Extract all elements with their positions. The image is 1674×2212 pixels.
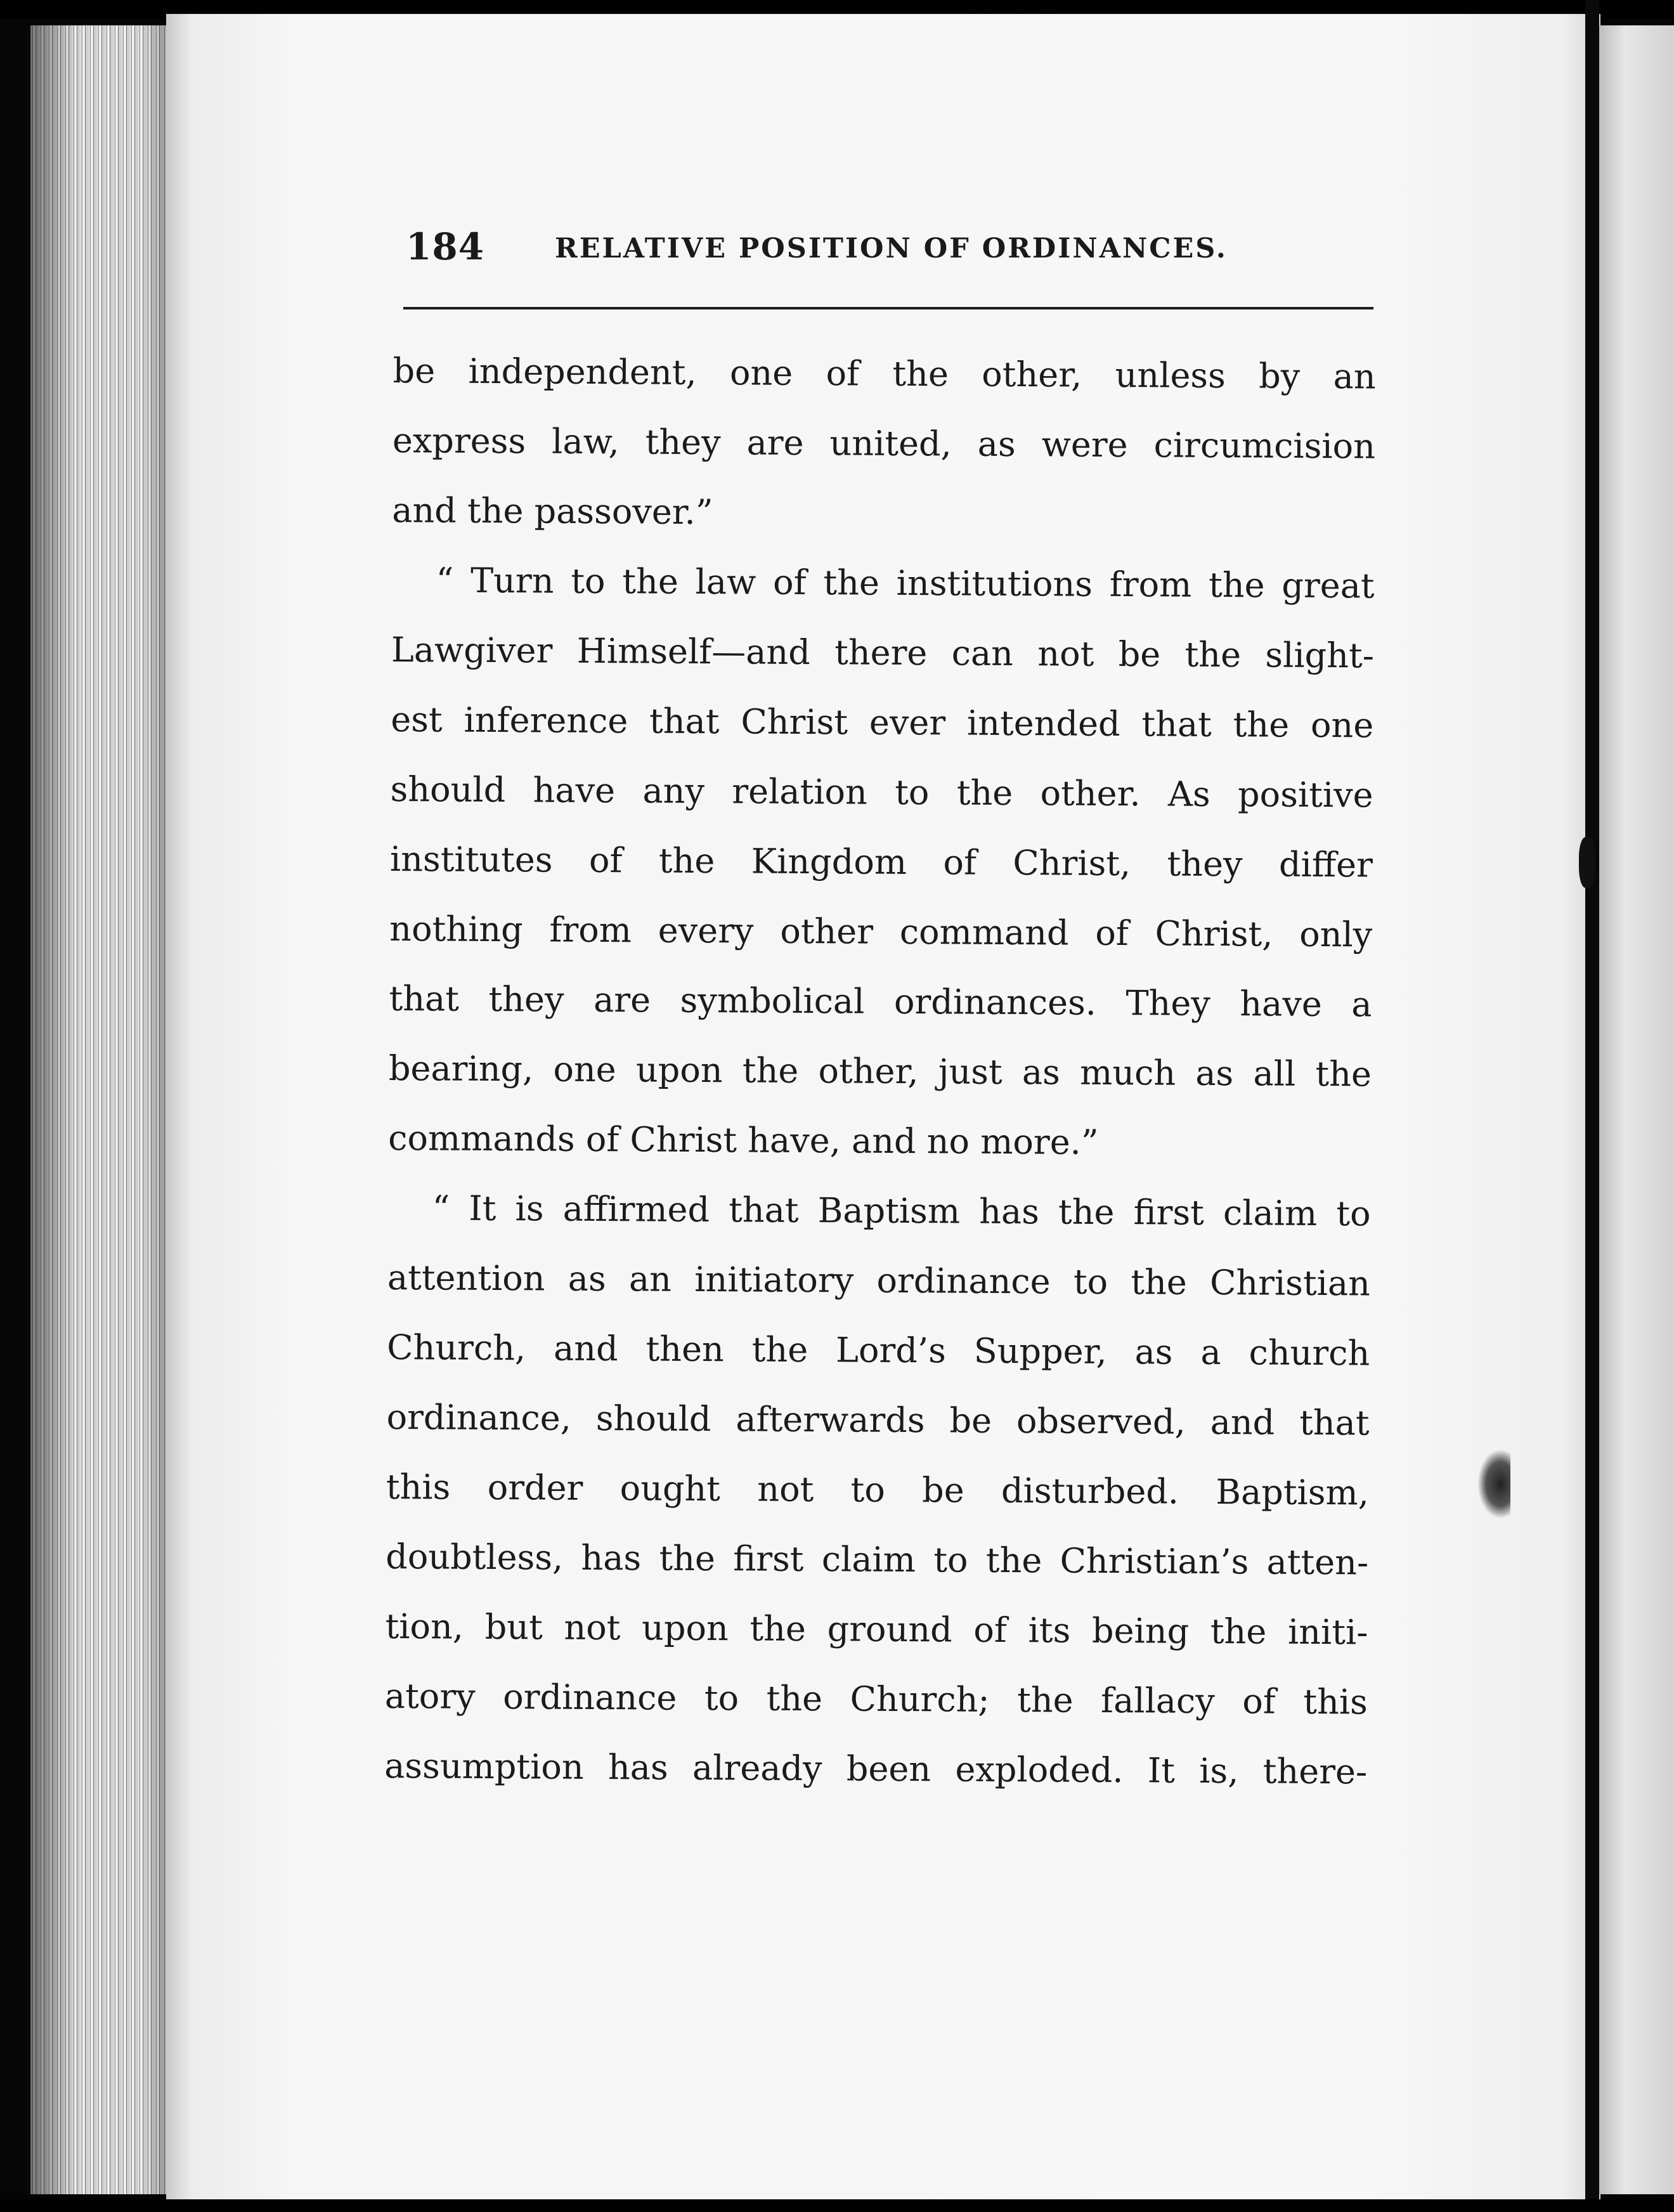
running-head-title: RELATIVE POSITION OF ORDINANCES. (555, 233, 1228, 264)
text-line: ordinance, should afterwards be observed, and that (386, 1396, 1370, 1443)
text-line: express law, they are united, as were circumcision (392, 420, 1376, 467)
text-line: this order ought not to be disturbed. Baptism, (386, 1466, 1370, 1513)
paragraph (384, 1173, 1371, 1807)
text-line: that they are symbolical ordinances. They have a (389, 978, 1372, 1025)
text-line: be independent, one of the other, unless by an (393, 350, 1376, 397)
text-line: should have any relation to the other. As positive (390, 769, 1373, 816)
paragraph (388, 545, 1375, 1179)
text-line: nothing from every other command of Christ, only (389, 908, 1373, 955)
text-line: bearing, one upon the other, just as much as all the (388, 1048, 1372, 1095)
page-number: 184 (406, 225, 485, 268)
text-line: commands of Christ have, and no more.” (388, 1117, 1099, 1162)
text-line: attention as an initiatory ordinance to the Christian (387, 1257, 1371, 1304)
text-line: doubtless, has the first claim to the Christian’s atten- (386, 1536, 1369, 1583)
text-line: and the passover.” (392, 490, 713, 533)
text-line: “ It is affirmed that Baptism has the first claim to (432, 1188, 1371, 1234)
running-head (406, 225, 1376, 282)
page-edges-shadow (25, 25, 171, 2194)
text-line: atory ordinance to the Church; the fallacy of this (384, 1675, 1368, 1722)
text-line: est inference that Christ ever intended that the one (391, 699, 1374, 746)
margin-smudge (1477, 1449, 1510, 1519)
gutter-mark (1579, 837, 1595, 888)
text-line: “ Turn to the law of the institutions from the great (436, 560, 1375, 606)
text-line: institutes of the Kingdom of Christ, they differ (389, 838, 1373, 885)
film-border-bottom (0, 2199, 1674, 2212)
header-rule (403, 307, 1373, 309)
facing-page-edge (1599, 25, 1674, 2194)
text-line: Lawgiver Himself—and there can not be the slight- (391, 629, 1375, 676)
text-line: assumption has already been exploded. It is, there- (384, 1745, 1368, 1792)
text-line: Church, and then the Lord’s Supper, as a church (387, 1327, 1370, 1374)
book-gutter (1585, 0, 1599, 2212)
paragraph (392, 336, 1376, 551)
body-text (384, 336, 1376, 1807)
text-line: tion, but not upon the ground of its being the initi- (385, 1606, 1368, 1653)
